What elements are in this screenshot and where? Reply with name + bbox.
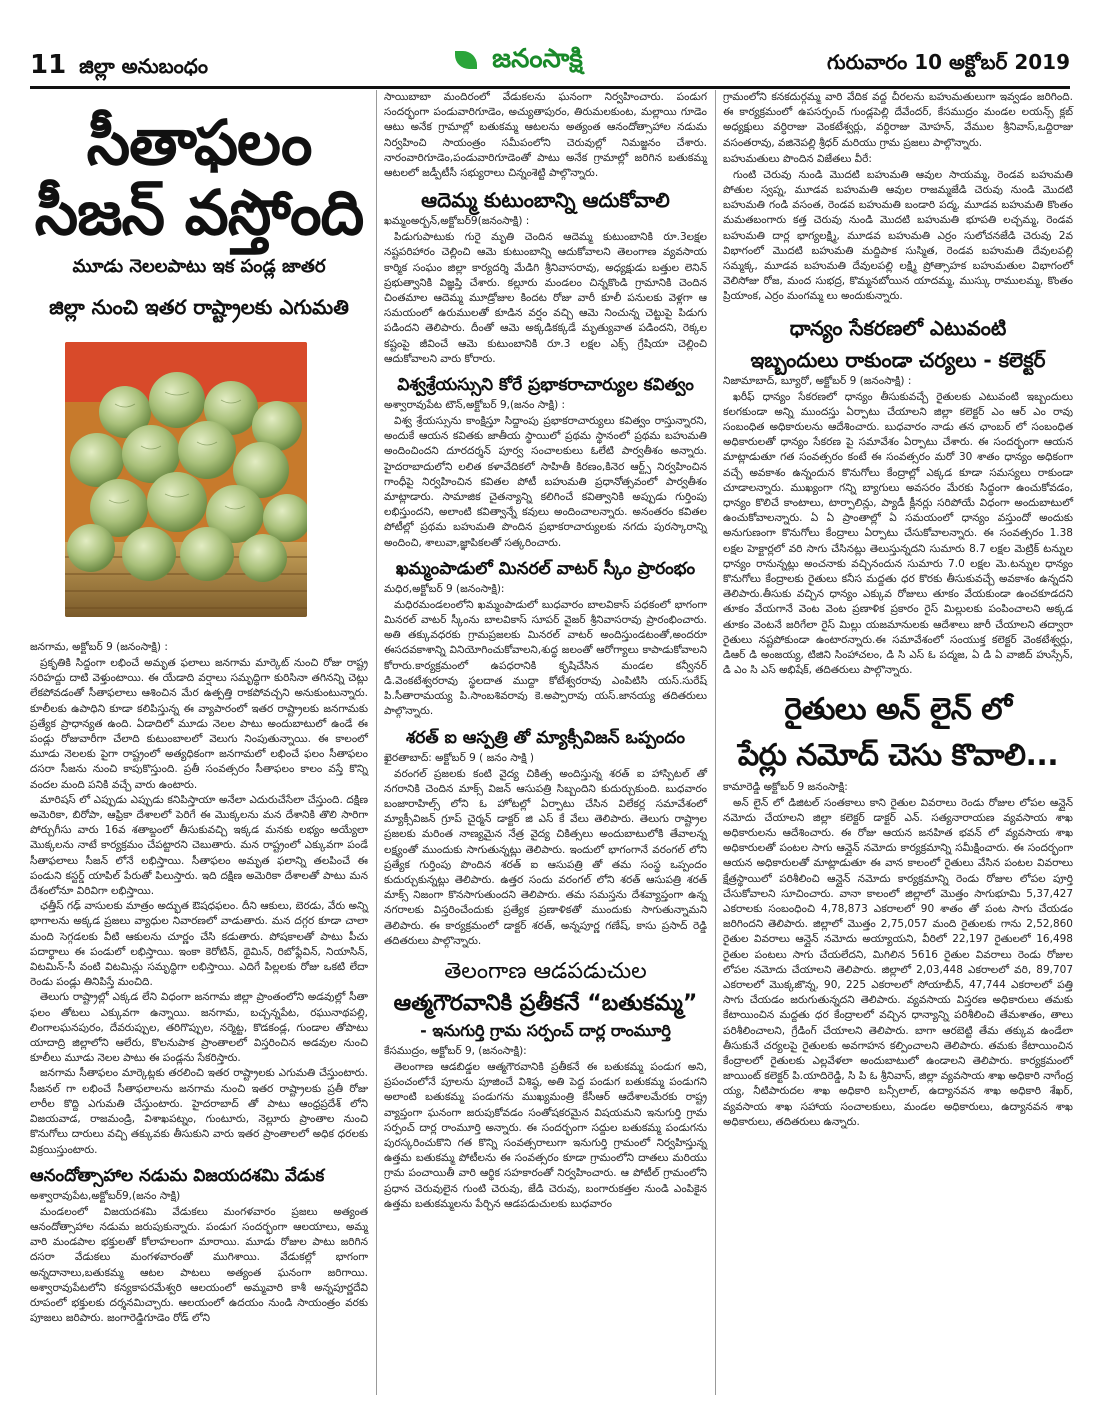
lead-dateline: జనగామ, అక్టోబర్ 9 (జనంసాక్షి) : <box>30 641 168 653</box>
dasara-paragraph: మండలంలో విజయదశమి వేడుకలు మంగళవారం ప్రజలు అత్యంత ఆనందోత్సాహాల నడుమ జరుపుకున్నారు. పండుగ సందర్భంగా ఆలయాలు, అమ్మ వారి మండపాల భక్తులతో కోలాహలంగా మారాయి. మూడు రోజుల పాటు జరిగిన దసరా వేడుకలు మంగళవారంతో ముగిశాయి. వేడుకల్లో భాగంగా అన్నదానాలు,బతుకమ్మ ఆటల పాటలు అత్యంత ఘనంగా జరిగాయి. అశ్వారావుపేటలోని కన్యకాపరమేశ్వరి ఆలయంలో అమ్మవారి కాశీ అన్నపూర్ణదేవి రూపంలో భక్తులకు దర్శనమిచ్చారు. ఆలయంలో ఉదయం నుండి సాయంత్రం వరకు పూజలు జరిపారు. జంగారెడ్డిగూడెం రోడ్ లోని <box>30 1205 368 1325</box>
eye-hospital-body: వరంగల్ ప్రజలకు కంటి వైద్య చికిత్స అందిస్తున్న శరత్ ఐ హాస్పిటల్ తో నగరానికి చెందిన మాక్స్ విజన్ ఆసుపత్రి సిబ్బందిని కుదుర్చుకుంది. బుధవారం బంజారాహిల్స్ లోని ఓ హోటల్లో ఏర్పాటు చేసిన విలేకర్ల సమావేశంలో మ్యాక్సీవిజన్ గ్రూప్ చైర్మన్ డాక్టర్ జి ఎస్ కే వేలు తెలిపారు. తెలుగు రాష్ట్రాల ప్రజలకు మరింత నాణ్యమైన నేత్ర వైద్య చికిత్సలు అందుబాటులోకి తేవాలన్న లక్ష్యంతో ముందుకు సాగుతున్నట్లు తెలిపారు. ఇందులో భాగంగానే వరంగల్ లోని ప్రత్యేక గుర్తింపు పొందిన శరత్ ఐ ఆసుపత్రి తో తమ సంస్థ ఒప్పందం కుదుర్చుకున్నట్లు తెలిపారు. ఉత్తర సందు వరంగల్ లోని శరత్ ఆసుపత్రి శరత్ మాక్స్ నిజంగా కొనసాగుతుందని తెలిపారు. తమ సమస్తను దేశవ్యాప్తంగా ఉన్న నగరాలకు విస్తరించేందుకు ప్రత్యేక ప్రణాళికతో ముందుకు సాగుతున్నామని తెలిపారు. ఈ కార్యక్రమంలో డాక్టర్ శరత్, అన్నపూర్ణ గణేష్, కాసు ప్రసాద్ రెడ్డి తదితరులు పాల్గొన్నారు. <box>384 767 707 947</box>
col2-intro-paragraph: సాయిబాబా మందిరంలో వేడుకలను ఘనంగా నిర్వహించారు. పండుగ సందర్భంగా పండువారిగూడెం, అచ్యుతాపురం, తిరుమలకుంట, మల్లాయి గూడెం ఆటు అనేక గ్రామాల్లో బతుకమ్మ ఆటలను అత్యంత ఆనందోత్సాహాల నడుమ నిర్వహించి సాయంత్రం సమీపంలోని చెరువుల్లో నిమజ్జనం చేశారు. నారంవారిగూడెం,పండువారిగూడెంతో పాటు అనేక గ్రామాల్లో జరిగిన బతుకమ్మ ఆటలలో జడ్పీటీసీ సభ్యురాలు చిన్నంశెట్టి పాల్గొన్నారు. <box>384 91 707 180</box>
section-name: జిల్లా అనుబంధం <box>79 54 209 78</box>
adamma-dateline: ఖమ్మంఅర్బన్,అక్టోబర్9(జనంసాక్షి) : <box>384 215 530 228</box>
lead-paragraph: మారిషస్ లో ఎప్పుడు ఎప్పుడు కనిపిస్తాయా అనేలా ఎదురుచేసేలా చేస్తుంది. దక్షిణ అమెరికా, బిరోపా, ఆఫ్రికా దేశాలలో పెరిగే ఈ మొక్కలను మన దేశానికి తొలి సారిగా పోర్చుగీసు వారు 16వ శతాబ్దంలో తీసుకువచ్చి ఇక్కడ మనకు లభ్యం అయ్యేలా మొక్కలను నాటే కార్యక్రమం చేపట్టారని చెబుతారు. మన రాష్ట్రంలో ఎక్కువగా పండే సీతాఫలాలు సీజన్ లోనే లభిస్తాయి. సీతాఫలం అమృత ఫలాన్ని తలపించే ఈ పండుని కస్టర్డ్ యాపిల్ పేరుతో పిలుస్తారు. ఇది దక్షిణ అమెరికా దేశాలతో పాటు మన దేశంలోనూ విరివిగా లభిస్తాయి. <box>30 793 368 898</box>
masthead <box>30 44 1070 90</box>
bathukamma-headline-line-1: తెలంగాణ ఆడపడుచుల <box>444 958 647 984</box>
lead-title-line-2: సీజన్ వస్తోంది <box>34 176 364 249</box>
grain-headline-line-2: ఇబ్బందులు రాకుండా చర్యలు - కలెక్టర్ <box>750 347 1046 372</box>
newspaper-logo <box>455 44 583 80</box>
bathukamma-subheadline: - ఇనుగుర్తి గ్రామ సర్పంచ్ దార్ల రాంమూర్తి <box>420 1020 671 1040</box>
lead-paragraph: జనగామ సీతాఫలం మార్కెట్లకు తరలించి ఇతర రాష్ట్రాలకు ఎగుమతి చేస్తుంటారు. సీజనల్ గా లభించే సీతాఫలాలను జనగామ నుంచి ఇతర రాష్ట్రాలకు ప్రతీ రోజు లారీల కొద్ది ఎగుమతి చేస్తుంటారు. హైదరాబాద్ తో పాటు ఆంధ్రప్రదేశ్ లోని విజయవాడ, రాజమండ్రి, విశాఖపట్నం, గుంటూరు, నెల్లూరు ప్రాంతాల నుంచి కొనుగోలు దారులు వచ్చి తక్కువకు తీసుకుని వారు ఇతర ప్రాంతాలలో అధిక ధరలకు విక్రయిస్తుంటారు. <box>30 1067 368 1156</box>
masthead-rule <box>30 86 1070 89</box>
grain-headline-line-1: ధాన్యం సేకరణలో ఎటువంటి <box>789 315 1007 340</box>
logo-text: జనంసాక్షి <box>492 44 583 74</box>
poetry-dateline: అశ్వారావుపేట టౌన్,అక్టోబర్ 9,(జనం సాక్షి) : <box>384 399 566 412</box>
lead-subtitle-1: మూడు నెలలపాటు ఇక పండ్ల జాతర <box>72 256 326 277</box>
winners-heading: బహుమతులు పొందిన విజేతలు వీరే: <box>723 152 872 165</box>
lead-paragraph: ఛత్తీస్ గఢ్ వాసులకు మాత్రం అద్భుత ఔషధఫలం. దీని ఆకులు, బెరడు, వేరు అన్ని భాగాలను అక్కడ ప్రజలు వ్యాధుల నివారణలో వాడుతారు. మన దగ్గర కూడా చాలా మంది సెగ్గడలకు వీటి ఆకులను చూర్ణం చేసి కడుతారు. పోషకాలతో పాటు పీచు పదార్థాలు ఈ పండులో లభిస్తాయి. ఇంకా కెరోటిన్, థైమిన్, రిబోఫ్లేవిన్, నియాసిన్, విటమిన్-సీ వంటి విటమిన్లు సమృద్ధిగా లభిస్తాయి. ఎదిగే పిల్లలకు రోజు ఒకటి లేదా రెండు పండ్లు తినిపిస్తే మంచిది. <box>30 900 368 989</box>
online-dateline: కామారెడ్డి అక్టోబర్ 9 జనంసాక్షి: <box>723 780 848 793</box>
poetry-body: విశ్వ శ్రేయస్సును కాంక్షిస్తూ సిద్దాంపు ప్రభాకరాచార్యులు కవిత్వం రాస్తున్నారని, అందుకే ఆయన కవితకు జాతీయ స్థాయిలో ప్రథమ స్థానంలో ప్రథమ బహుమతి అందించిందని దూరదర్శన్ పూర్వ సంచాలకులు ఓలేటి పార్వతీశం అన్నారు. హైదరాబాదులోని లలిత కళావేదికలో సాహితీ కిరణం,కినెర ఆర్ట్స్ నిర్వహించిన గాంధీపై నిర్వహించిన కవితల పోటీ బహుమతి ప్రధానోత్సవంలో పార్వతీశం మాట్లాడారు. సామాజిక చైతన్యాన్ని కలిగించే కవిత్వానికి అప్పుడు గుర్తింపు లభిస్తుందని, అలాంటి కవిత్వాన్నే కవులు అందించాలన్నారు. అనంతరం కవితల పోటీల్లో ప్రథమ బహుమతి పొందిన ప్రభాకరాచార్యులకు నగదు పురస్కారాన్ని అందించి, శాలువా,జ్ఞాపికలతో సత్కరించారు. <box>384 415 707 549</box>
grain-dateline: నిజామాబాద్, బ్యూరో, అక్టోబర్ 9 (జనంసాక్షి) : <box>723 374 912 387</box>
leaf-icon <box>455 51 477 69</box>
lead-paragraph: తెలుగు రాష్ట్రాల్లో ఎక్కడ లేని విధంగా జనగామ జిల్లా ప్రాంతంలోని అడవుల్లో సీతా ఫలం తోటలు ఎక్కువగా ఉన్నాయి. జనగామ, బచ్చన్నపేట, రఘునాథపల్లి, లింగాలఘనపురం, దేవరుప్పుల, తరిగొప్పుల, నర్మెట్ట, కొడకండ్ల, గుండాల తోపాటు యాదాద్రి జిల్లాలోని ఆలేరు, కొలనుపాక ప్రాంతాలలో విస్తరించిన అడవుల నుంచి కూలీలు మూడు నెలల పాటు ఈ పండ్లను సేకరిస్తారు. <box>30 991 368 1065</box>
dasara-dateline: అశ్వారావుపేట,అక్టోబర్9,(జనం సాక్షి) <box>30 1189 181 1202</box>
column-2 <box>384 90 707 1212</box>
poetry-headline: విశ్వశ్రేయస్సుని కోరే ప్రభాకరాచార్యుల కవిత్వం <box>397 375 694 396</box>
online-headline-line-2: పేర్లు నమోద్ చెసు కొవాలి... <box>737 737 1059 773</box>
column-divider <box>715 90 716 1395</box>
eye-hospital-dateline: ఖైరతాబాద్: అక్టోబర్ 9 ( జనం సాక్షి ) <box>384 751 535 764</box>
column-3 <box>723 90 1073 1130</box>
column-1 <box>30 90 368 1326</box>
online-body: అన్ లైన్ లో డిజిటల్ సంతకాలు కాని రైతుల వివరాలు రెండు రోజుల లోపల ఆన్లైన్ నమోదు చేయాలని జిల్లా కలెక్టర్ డాక్టర్ ఎన్. సత్యనారాయణ వ్యవసాయ శాఖ అధికారులను ఆదేశించారు. ఈ రోజు ఆయన జనహిత భవన్ లో వ్యవసాయ శాఖ అధికారులతో పంటల సాగు ఆన్లైన్ నమోదు కార్యక్రమాన్ని సమీక్షించారు. ఈ సందర్భంగా ఆయన అధికారులతో మాట్లాడుతూ ఈ వాన కాలంలో రైతులు వేసిన పంటల వివరాలు క్షేత్రస్థాయిలో పరిశీలించి ఆన్లైన్ నమోదు కార్యక్రమాన్ని రెండు రోజుల లోపల పూర్తి చేసుకోవాలని సూచించారు. వానా కాలంలో జిల్లాలో మొత్తం సాగుభూమి 5,37,427 ఎకరాలకు సంబంధించి 4,78,873 ఎకరాలలో 90 శాతం తో పంట సాగు చేయడం జరిగిందని తెలిపారు. జిల్లాలో మొత్తం 2,75,057 మంది రైతులకు గాను 2,52,860 రైతుల వివరాలు ఆన్లైన్ నమోదు అయ్యాయని, వీరిలో 22,197 రైతులలో 16,498 రైతుల పంటలు సాగు చేయలేదని, మిగిలిన 5616 రైతుల వివరాలు రెండు రోజుల లోపల నమోదు చేయాలని తెలిపారు. జిల్లాలో 2,03,448 ఎకరాలలో వరి, 89,707 ఎకరాలలో మొక్కజొన్న, 90, 225 ఎకరాలలో సోయాబీన్, 47,744 ఎకరాలలో పత్తి సాగు చేయడం జరుగుతున్నదని తెలిపారు. వ్యవసాయ విస్తరణ అధికారులు తమకు కేటాయించిన మద్దతు ధర కేంద్రాలలో వచ్చిన ధాన్యాన్ని పరిశీలించి తేమశాతం, తాలు పరిశీలించాలని, గ్రేడింగ్ చేయాలని తెలిపారు. బాగా ఆరబెట్టి తేమ తక్కువ ఉండేలా తీసుకునే చర్యలపై రైతులకు అవగాహన కల్పించాలని తెలిపారు. తమకు కేటాయించిన కేంద్రాలలో రైతులకు ఎల్లవేళలా అందుబాటులో ఉండాలని తెలిపారు. కార్యక్రమంలో జాయింట్ కలెక్టర్ పి.యాదిరెడ్డి, సి పి ఓ శ్రీనివాస్, జిల్లా వ్యవసాయ శాఖ అధికారి నాగేంద్ర య్య, నీటిపారుదల శాఖ అధికారి బన్సీలాల్, ఉద్యానవన శాఖ అధికారి శేఖర్, వ్యవసాయ శాఖ సహాయ సంచాలకులు, మండల అధికారులు, ఉద్యానవన శాఖ అధికారులు, తదితరులు ఉన్నారు. <box>723 796 1073 1128</box>
adamma-body: పిడుగుపాటుకు గురై మృతి చెందిన ఆదెమ్మ కుటుంబానికి రూ.3లక్షల నష్టపరిహారం చెల్లించి ఆమె కుటుంబాన్ని ఆదుకోవాలని తెలంగాణ వ్యవసాయ కార్మిక సంఘం జిల్లా కార్యదర్శి మేడిగి శ్రీనివాసరావు, అధ్యక్షుడు బత్తుల లెనిన్ ప్రభుత్వానికి విజ్ఞప్తి చేశారు. కల్లూరు మండలం చిన్నకొండి గ్రామానికి చెందిన చింతమాల ఆదెమ్మ మూడ్రోజుల కిందట రోజు వారీ కూలీ పనులకు వెళ్లగా ఆ సమయంలో ఉరుములతో కూడిన వర్షం వచ్చి ఆమె నించున్న చెట్టుపై పిడుగు పడిందని తెలిపారు. దీంతో ఆమె అక్కడికక్కడే మృత్యువాత పడిందని, రెక్కల కష్టంపై జీవించే ఆమె కుటుంబానికి రూ.3 లక్షల ఎక్స్ గ్రేషియా చెల్లించి ఆదుకోవాలని వారు కోరారు. <box>384 231 707 365</box>
issue-date: గురువారం 10 అక్టోబర్ 2019 <box>826 50 1070 74</box>
water-scheme-body: మధిరమండలంలోని ఖమ్మంపాడులో బుధవారం బాలవికాస్ పధకంలో భాగంగా మినరల్ వాటర్ స్కీంను బాలవికాస్ సూపర్ వైజర్ శ్రీనివాసరావు ప్రారంభించారు. అతి తక్కువధరకు గ్రామప్రజలకు మినరల్ వాటర్ అందిస్తుండటంతో,అందరూ ఈసదవకాశాన్ని వినియోగించుకోవాలని,శుద్ధ జలంతో ఆరోగ్యాలు కాపాడుకోవాలని కోరారు.కార్యక్రమంలో ఉపధరానికి కృషిచేసిన మండల కన్వీనర్ డి.వెంకటేశ్వరరావు స్థలదాత ముద్దా కోటేశ్వరరావు ఎంపిటిసి యస్.సురేష్ పి.సీతారామయ్య పి.సాంబశివరావు కె.అప్పారావు యస్.జానయ్య తదితరులు పాల్గొన్నారు. <box>384 598 707 718</box>
winners-paragraph: గుంటి చెరువు నుండి మొదటి బహుమతి ఆవుల సాయమ్మ, రెండవ బహుమతి పోతుల స్వప్న, మూడవ బహుమతి ఆవుల రాజమ్మజేడి చెరువు నుండి మొదటి బహుమతి గండి వసంత, రెండవ బహుమతి బండారి పద్మ, మూడవ బహుమతి కొంతం మమతబంగారు కత్త చెరువు నుండి మొదటి బహుమతి భూపతి లచ్చమ్మ, రెండవ బహుమతి దార్ల భాగ్యలక్ష్మి, మూడవ బహుమతి ఎర్రం సులోచనజేడి చెరువు 2వ విభాగంలో మొదటి బహుమతి మద్దిపాక సుస్మిత, రెండవ బహుమతి దేవులపల్లి సమ్మక్క, మూడవ బహుమతి దేవులపల్లి లక్ష్మి ప్రోత్సాహక బహుమతుల విభాగంలో వెలిసోజు రోజ, మంద సుభద్ర, కొమ్మనబోయిన యాదమ్మ, ముస్కు రాములమ్మ, కొంతం ప్రియాంక, ఎర్రం మంగమ్మ లు అందుకున్నారు. <box>723 168 1073 303</box>
page-number: 11 <box>30 50 67 80</box>
grain-body: ఖరీఫ్ ధాన్యం సేకరణలో ధాన్యం తీసుకువచ్చే రైతులకు ఎటువంటి ఇబ్బందులు కలగకుండా అన్ని ముందస్తు ఏర్పాటు చేయాలని జిల్లా కలెక్టర్ ఎం ఆర్ ఎం రావు సంబంధిత అధికారులను ఆదేశించారు. బుధవారం నాడు తన ఛాంబర్ లో సంబంధిత అధికారులతో ధాన్యం సేకరణ పై సమావేశం ఏర్పాటు చేశారు. ఈ సందర్భంగా ఆయన మాట్లాడుతూ గత సంవత్సరం కంటే ఈ సంవత్సరం మరో 30 శాతం ధాన్యం అధికంగా వచ్చే అవకాశం ఉన్నందున కొనుగోలు కేంద్రాల్లో ఎక్కడ కూడా సమస్యలు రాకుండా చూడాలన్నారు. ముఖ్యంగా గన్ని బ్యాగులు అవసరం మేరకు సిద్ధంగా ఉంచుకోవడం, ధాన్యం కొలిచే కాంటాలు, టార్పాలిన్లు, ప్యాడీ క్లీనర్లు సరిపోయే విధంగా అందుబాటులో ఉంచుకోవాలన్నారు. ఏ ఏ ప్రాంతాల్లో ఏ సమయంలో ధాన్యం వస్తుందో అందుకు అనుగుణంగా కొనుగోలు కేంద్రాలు ఏర్పాటు చేసుకోవాలన్నారు. ఈ సంవత్సరం 1.38 లక్షల హెక్టార్లలో వరి సాగు చేసినట్లు తెలుస్తున్నదని సుమారు 8.7 లక్షల మెట్రిక్ టన్నుల ధాన్యం రానున్నట్లు అంచనాకు వచ్చినందున సుమారు 7.0 లక్షల మె.టన్నుల ధాన్యం కొనుగోలు కేంద్రాలకు రైతులు కనీస మద్దతు ధర కొరకు తీసుకువచ్చే అవకాశం ఉన్నదని తెలిపారు.తీసుకు వచ్చిన ధాన్యం ఎక్కువ రోజులు తూకం వేయకుండా ఉంచకూడదని తూకం వేయగానే వెంట వెంట ప్రణాళిక ప్రకారం రైస్ మిల్లులకు పంపించాలని అక్కడ తూకం వెంటనే జరిగేలా రైస్ మిల్లు యజమానులకు ఆదేశాలు జారీ చేయాలని తద్వారా రైతులు నష్టపోకుండా ఉంటారన్నారు.ఈ సమావేశంలో సంయుక్త కలెక్టర్ వెంకటేశ్వర్లు, డిఆర్ డి అంజయ్య, టిజిని సింహాచలం, డి సి ఎస్ ఓ పద్మజ, ఏ డి ఏ వాజిద్ హుస్సేన్, డి ఎం సి ఎస్ అభిషేక్, తదితరులు పాల్గొన్నారు. <box>723 390 1073 677</box>
lead-subtitle-2: జిల్లా నుంచి ఇతర రాష్ట్రాలకు ఎగుమతి <box>49 295 349 319</box>
lead-title-line-1: సీతాఫలం <box>86 106 312 179</box>
bathukamma-dateline: కేసముద్రం, అక్టోబర్ 9, (జనంసాక్షి): <box>384 1044 527 1057</box>
bathukamma-headline-line-2: ఆత్మగౌరవానికి ప్రతీకనే “బతుకమ్మ” <box>393 990 698 1016</box>
online-headline-line-1: రైతులు అన్ లైన్ లో <box>784 691 1012 727</box>
water-scheme-dateline: మధిర,అక్టోబర్ 9 (జనంసాక్షి): <box>384 582 505 595</box>
column-divider <box>376 90 377 1395</box>
dasara-headline: ఆనందోత్సాహాల నడుమ విజయదశమి వేడుక <box>30 1165 325 1186</box>
col3-intro-paragraph: గ్రామంలోని కనకదుర్గమ్మ వారి వేదిక వద్ద చీరలను బహుమతులుగా ఇవ్వడం జరిగింది. ఈ కార్యక్రమంలో ఉపసర్పంచ్ గుండ్లపెల్లి దేవేందర్, కేసముద్రం మండల లయన్స్ క్లబ్ అధ్యక్షులు వర్ధిరాజు వెంకటేశ్వర్లు, వర్ధిరాజు మోహన్, వేముల శ్రీనివాస్,ఒద్దిరాజు వసంతరావు, వజినెపల్లి శ్రీధర్ మరియు గ్రామ ప్రజలు పాల్గొన్నారు. <box>723 91 1073 149</box>
bathukamma-body: తెలంగాణ ఆడబిడ్డల ఆత్మగౌరవానికి ప్రతీకనే ఈ బతుకమ్మ పండుగ అని, ప్రపంచంలోనే పూలను పూజించే విశిష్ఠ, అతి పెద్ద పండుగ బతుకమ్మ పండుగని అలాంటి బతుకమ్మ పండుగను ముఖ్యమంత్రి కేసీఆర్ ఆదేశాలమేరకు రాష్ట్ర వ్యాప్తంగా ఘనంగా జరుపుకోవడం సంతోషకరమైన విషయమని ఇనుగుర్తి గ్రామ సర్పంచ్ దార్ల రాంమూర్తి అన్నారు. ఈ సందర్భంగా సద్దుల బతుకమ్మ పండుగను పురస్కరించుకొని గత కొన్ని సంవత్సరాలుగా ఇనుగుర్తి గ్రామంలో నిర్వహిస్తున్న ఉత్తమ బతుకమ్మ పోటీలను ఈ సంవత్సరం కూడా గ్రామంలోని దాతలు మరియు గ్రామ పంచాయితీ వారి ఆర్థిక సహకారంతో నిర్వహించారు. ఆ పోటీల్ గ్రామంలోని ప్రధాన చెరువులైన గుంటి చెరువు, జేడి చెరువు, బంగారుకత్తల నుండి ఎంపికైన ఉత్తమ బతుకమ్మలను పేర్చిన ఆడపడుచులకు బుధవారం <box>384 1060 707 1210</box>
custard-apple-basket-photo <box>65 342 307 617</box>
water-scheme-headline: ఖమ్మంపాడులో మినరల్ వాటర్ స్కీం ప్రారంభం <box>395 558 696 579</box>
adamma-headline: ఆదెమ్మ కుటుంబాన్ని ఆదుకోవాలి <box>421 188 670 213</box>
eye-hospital-headline: శరత్ ఐ ఆస్పత్రి తో మ్యాక్సీవిజన్ ఒప్పందం <box>405 727 686 748</box>
page-section <box>30 50 208 83</box>
lead-paragraph: ప్రకృతికి సిద్దంగా లభించే అమృత ఫలాలు జనగామ మార్కెట్ నుంచి రోజు రాష్ట్ర సరిహద్దు దాటి వెళ్తుంటాయి. ఈ యేడాది వర్షాలు సమృద్ధిగా కురిసినా తగినన్ని చెట్లు లేకపోవడంతో సీతాఫలాలు ఆశించిన మేర ఉత్పత్తి రాకపోవచ్చని అనుకుంటున్నారు. కూలీలకు ఉపాధిని కూడా కలిపిస్తున్న ఈ వ్యాపారంలో ఇతర రాష్ట్రాలకు జనగామకు ప్రత్యేక ప్రాధాన్యత ఉంది. ఏడాదిలో మూడు నెలల పాటు అందుబాటులో ఉండే ఈ పండ్లు రోజువారీగా చేలాది కుటుంబాలలో వెలుగు నింపుతున్నాయి. ఈ కాలంలో మూడు నెలలకు పైగా రాష్ట్రంలో అత్యధికంగా జనగామలో లభించే ఫలం సీతాఫలం దసరా సీజను నుంచి కాపుకొస్తుంది. ప్రతీ సంవత్సరం సీతాఫలం కాలం వస్తే కొన్ని వందల మంది పనికి వచ్చే వారు ఉంటారు. <box>30 657 368 791</box>
